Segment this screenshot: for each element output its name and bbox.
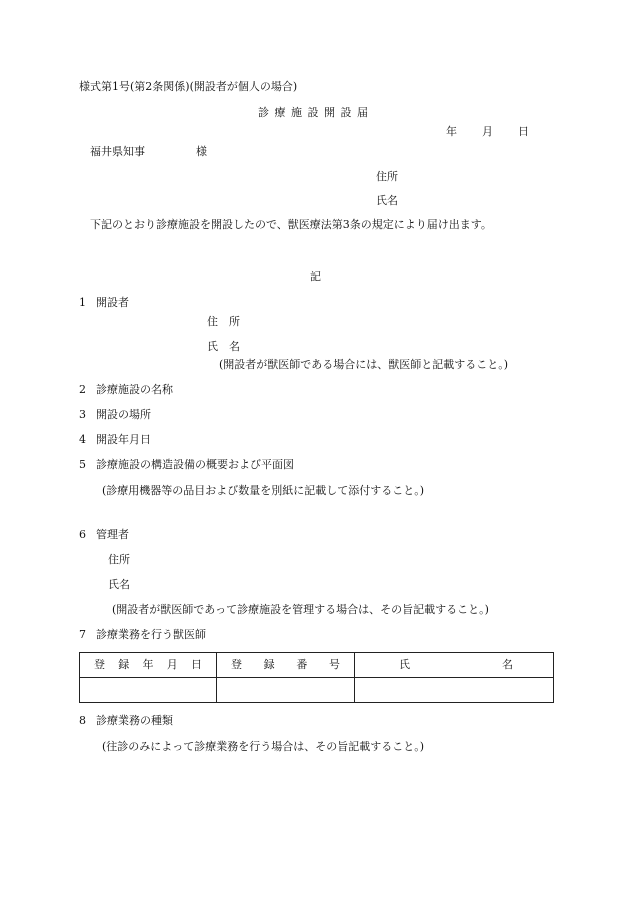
item-label: 診療業務の種類 [96, 714, 173, 727]
header-registration-date [80, 653, 217, 678]
date-day-label: 日 [518, 125, 529, 138]
table-cell-registration-number [217, 678, 355, 703]
manager-address-label: 住所 [108, 553, 130, 566]
header-name [355, 653, 554, 678]
date-year-label: 年 [446, 125, 457, 138]
item-number: 5 [79, 458, 86, 471]
document-title: 診 療 施 設 開 設 届 [258, 106, 369, 119]
date-month-label: 月 [482, 125, 493, 138]
header-char: 月 [166, 658, 178, 671]
header-char: 録 [263, 658, 275, 671]
header-char: 号 [328, 658, 340, 671]
structure-note: (診療用機器等の品目および数量を別紙に記載して添付すること。) [102, 484, 425, 497]
item-label: 診療施設の構造設備の概要および平面図 [96, 458, 294, 471]
item-number: 8 [79, 714, 86, 727]
item-number: 4 [79, 433, 86, 446]
item-number: 7 [79, 628, 86, 641]
applicant-name-label: 氏名 [376, 194, 398, 207]
item-label: 開設者 [96, 296, 129, 309]
header-char: 番 [296, 658, 308, 671]
ki-heading: 記 [310, 270, 321, 283]
statement: 下記のとおり診療施設を開設したので、獣医療法第3条の規定により届け出ます。 [90, 218, 492, 231]
item-label: 開設の場所 [96, 408, 151, 421]
table-cell-name [355, 678, 554, 703]
founder-note: (開設者が獣医師である場合には、獣医師と記載すること。) [219, 358, 509, 371]
header-char: 氏 [399, 658, 410, 671]
item-label: 診療施設の名称 [96, 383, 173, 396]
founder-name-label: 氏 名 [207, 340, 240, 353]
item-label: 管理者 [96, 528, 129, 541]
addressee-name: 福井県知事 [90, 145, 145, 158]
item-label: 診療業務を行う獣医師 [96, 628, 206, 641]
header-char: 登 [94, 658, 105, 671]
header-char: 年 [142, 658, 154, 671]
header-char: 登 [231, 658, 242, 671]
table-row [80, 678, 554, 703]
header-registration-number [217, 653, 355, 678]
addressee-honorific: 様 [196, 145, 207, 158]
applicant-address-label: 住所 [376, 170, 398, 183]
manager-name-label: 氏名 [108, 578, 130, 591]
item-number: 6 [79, 528, 86, 541]
vet-table [79, 652, 554, 703]
table-header-row [80, 653, 554, 678]
header-char: 録 [118, 658, 130, 671]
item-number: 2 [79, 383, 86, 396]
item-number: 1 [79, 296, 86, 309]
table-cell-registration-date [80, 678, 217, 703]
manager-note: (開設者が獣医師であって診療施設を管理する場合は、その旨記載すること。) [112, 603, 489, 616]
service-note: (往診のみによって診療業務を行う場合は、その旨記載すること。) [102, 740, 425, 753]
header-char: 名 [502, 658, 513, 671]
founder-address-label: 住 所 [207, 315, 240, 328]
header-char: 日 [191, 658, 202, 671]
vet-table-container [79, 652, 552, 703]
item-label: 開設年月日 [96, 433, 151, 446]
form-number: 様式第1号(第2条関係)(開設者が個人の場合) [79, 80, 298, 93]
item-number: 3 [79, 408, 86, 421]
